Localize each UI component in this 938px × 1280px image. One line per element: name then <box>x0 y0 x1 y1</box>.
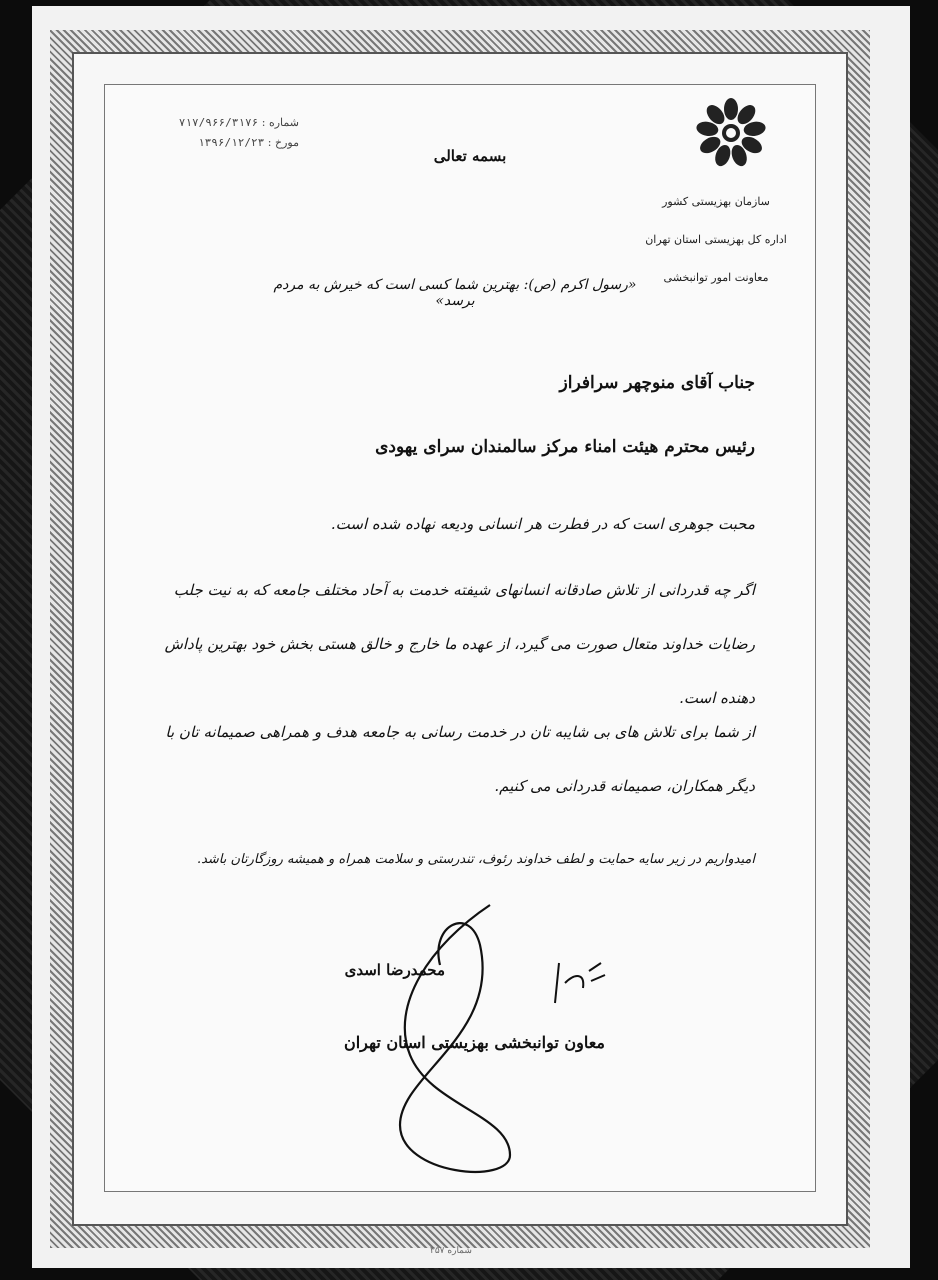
org-line-3: معاونت امور توانبخشی <box>663 271 769 284</box>
signatory-name: محمدرضا اسدی <box>344 961 445 979</box>
body-paragraph-4: امیدواریم در زیر سایه حمایت و لطف خداوند رئوف، تندرستی و سلامت همراه و همیشه روزگارتان باشد. <box>196 852 755 867</box>
invocation-heading: بسمه تعالی <box>433 147 507 165</box>
form-number: شماره ۳۵۷ <box>430 1246 472 1256</box>
body-paragraph-1: محبت جوهری است که در فطرت هر انسانی ودیعه نهاده شده است. <box>330 515 755 533</box>
body-paragraph-2: اگر چه قدردانی از تلاش صادقانه انسانهای شیفته خدمت به آحاد مختلف جامعه که به نیت جلب رضایات خداوند متعال صورت می گیرد، از عهده ما خارج و خالق هستی بخش خود بهترین پاداش دهنده است. <box>164 581 755 707</box>
organization-lines <box>631 183 801 297</box>
reference-number-value: ۷۱۷/۹۶۶/۳۱۷۶ <box>178 116 259 129</box>
organization-logo-icon <box>695 97 767 169</box>
handwritten-initials-icon <box>545 953 615 1013</box>
org-line-2: اداره کل بهزیستی استان تهران <box>645 233 787 246</box>
addressee-title: رئیس محترم هیئت امناء مرکز سالمندان سرای یهودی <box>375 437 755 457</box>
reference-date <box>129 133 299 153</box>
signatory-title: معاون توانبخشی بهزیستی استان تهران <box>343 1033 605 1052</box>
org-line-1: سازمان بهزیستی کشور <box>662 195 770 208</box>
reference-block <box>129 113 299 153</box>
reference-number-label: شماره : <box>261 116 299 129</box>
addressee-name: جناب آقای منوچهر سرافراز <box>559 373 755 393</box>
reference-date-label: مورخ : <box>267 136 299 149</box>
body-paragraph-3: از شما برای تلاش های بی شایبه تان در خدمت رسانی به جامعه هدف و همراهی صمیمانه تان با دیگر همکاران، صمیمانه قدردانی می کنیم. <box>165 723 755 795</box>
handwritten-signature-icon <box>370 885 530 1175</box>
reference-date-value: ۱۳۹۶/۱۲/۲۳ <box>198 136 265 149</box>
certificate-page <box>104 84 816 1192</box>
reference-number <box>129 113 299 133</box>
hadith-quote: «رسول اکرم (ص): بهترین شما کسی است که خیرش به مردم برسد» <box>273 277 637 309</box>
